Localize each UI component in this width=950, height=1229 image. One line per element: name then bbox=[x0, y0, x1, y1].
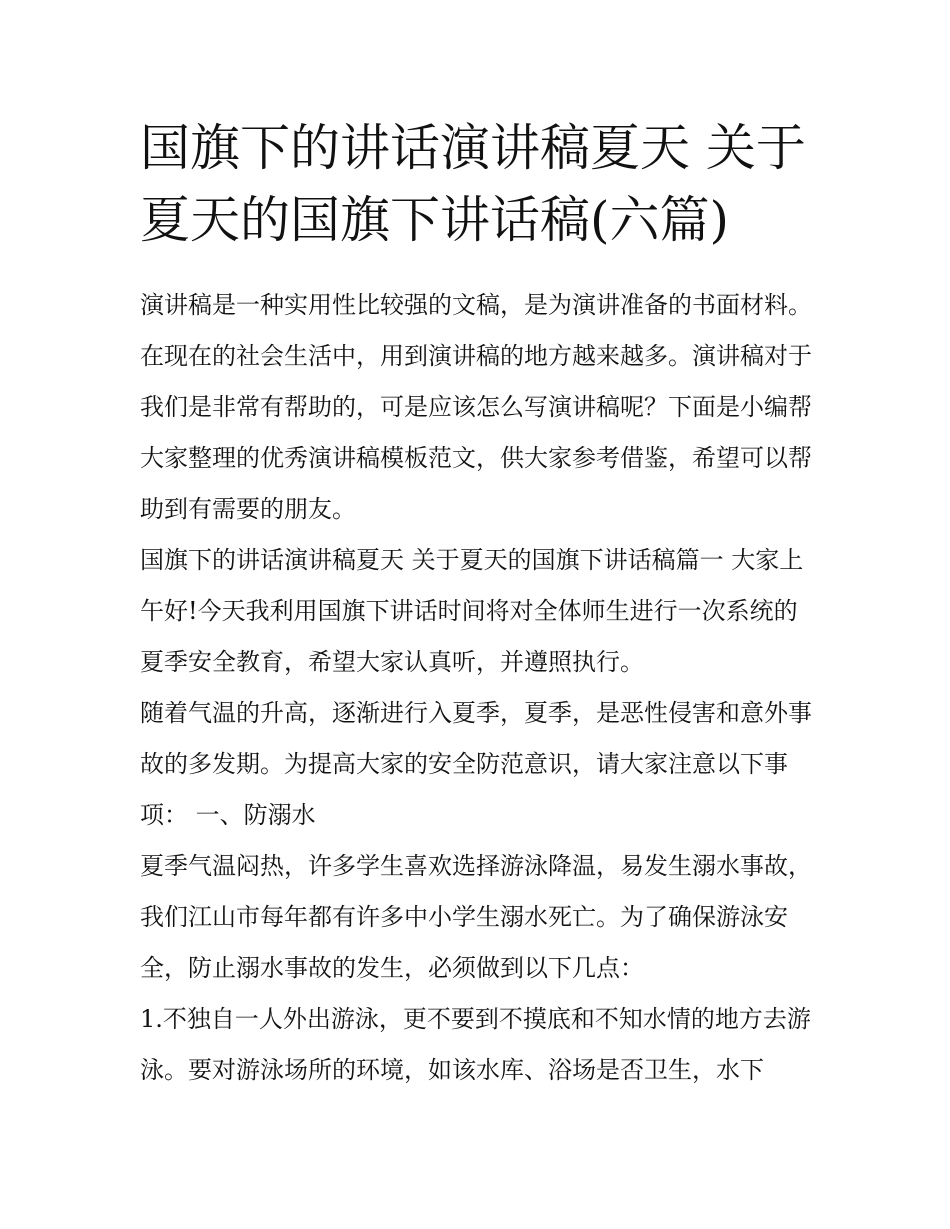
paragraph-greeting: 国旗下的讲话演讲稿夏天 关于夏天的国旗下讲话稿篇一 大家上午好!今天我利用国旗下讲话时间将对全体师生进行一次系统的夏季安全教育，希望大家认真听，并遵照执行。 bbox=[140, 546, 804, 676]
document-body bbox=[140, 280, 820, 1096]
document-title: 国旗下的讲话演讲稿夏天 关于夏天的国旗下讲话稿(六篇) bbox=[140, 119, 806, 249]
paragraph-intro: 演讲稿是一种实用性比较强的文稿，是为演讲准备的书面材料。在现在的社会生活中，用到演讲稿的地方越来越多。演讲稿对于我们是非常有帮助的，可是应该怎么写演讲稿呢？下面是小编帮大家整理的优秀演讲稿模板范文，供大家参考借鉴，希望可以帮助到有需要的朋友。 bbox=[140, 291, 812, 523]
paragraph-rule-1: 1.不独自一人外出游泳，更不要到不摸底和不知水情的地方去游泳。要对游泳场所的环境，如该水库、浴场是否卫生，水下 bbox=[140, 1005, 811, 1084]
paragraph-drowning-warning: 夏季气温闷热，许多学生喜欢选择游泳降温，易发生溺水事故，我们江山市每年都有许多中小学生溺水死亡。为了确保游泳安全，防止溺水事故的发生，必须做到以下几点： bbox=[140, 852, 812, 982]
paragraph-summer-notice: 随着气温的升高，逐渐进行入夏季，夏季，是恶性侵害和意外事故的多发期。为提高大家的安全防范意识，请大家注意以下事项： 一、防溺水 bbox=[140, 699, 812, 829]
